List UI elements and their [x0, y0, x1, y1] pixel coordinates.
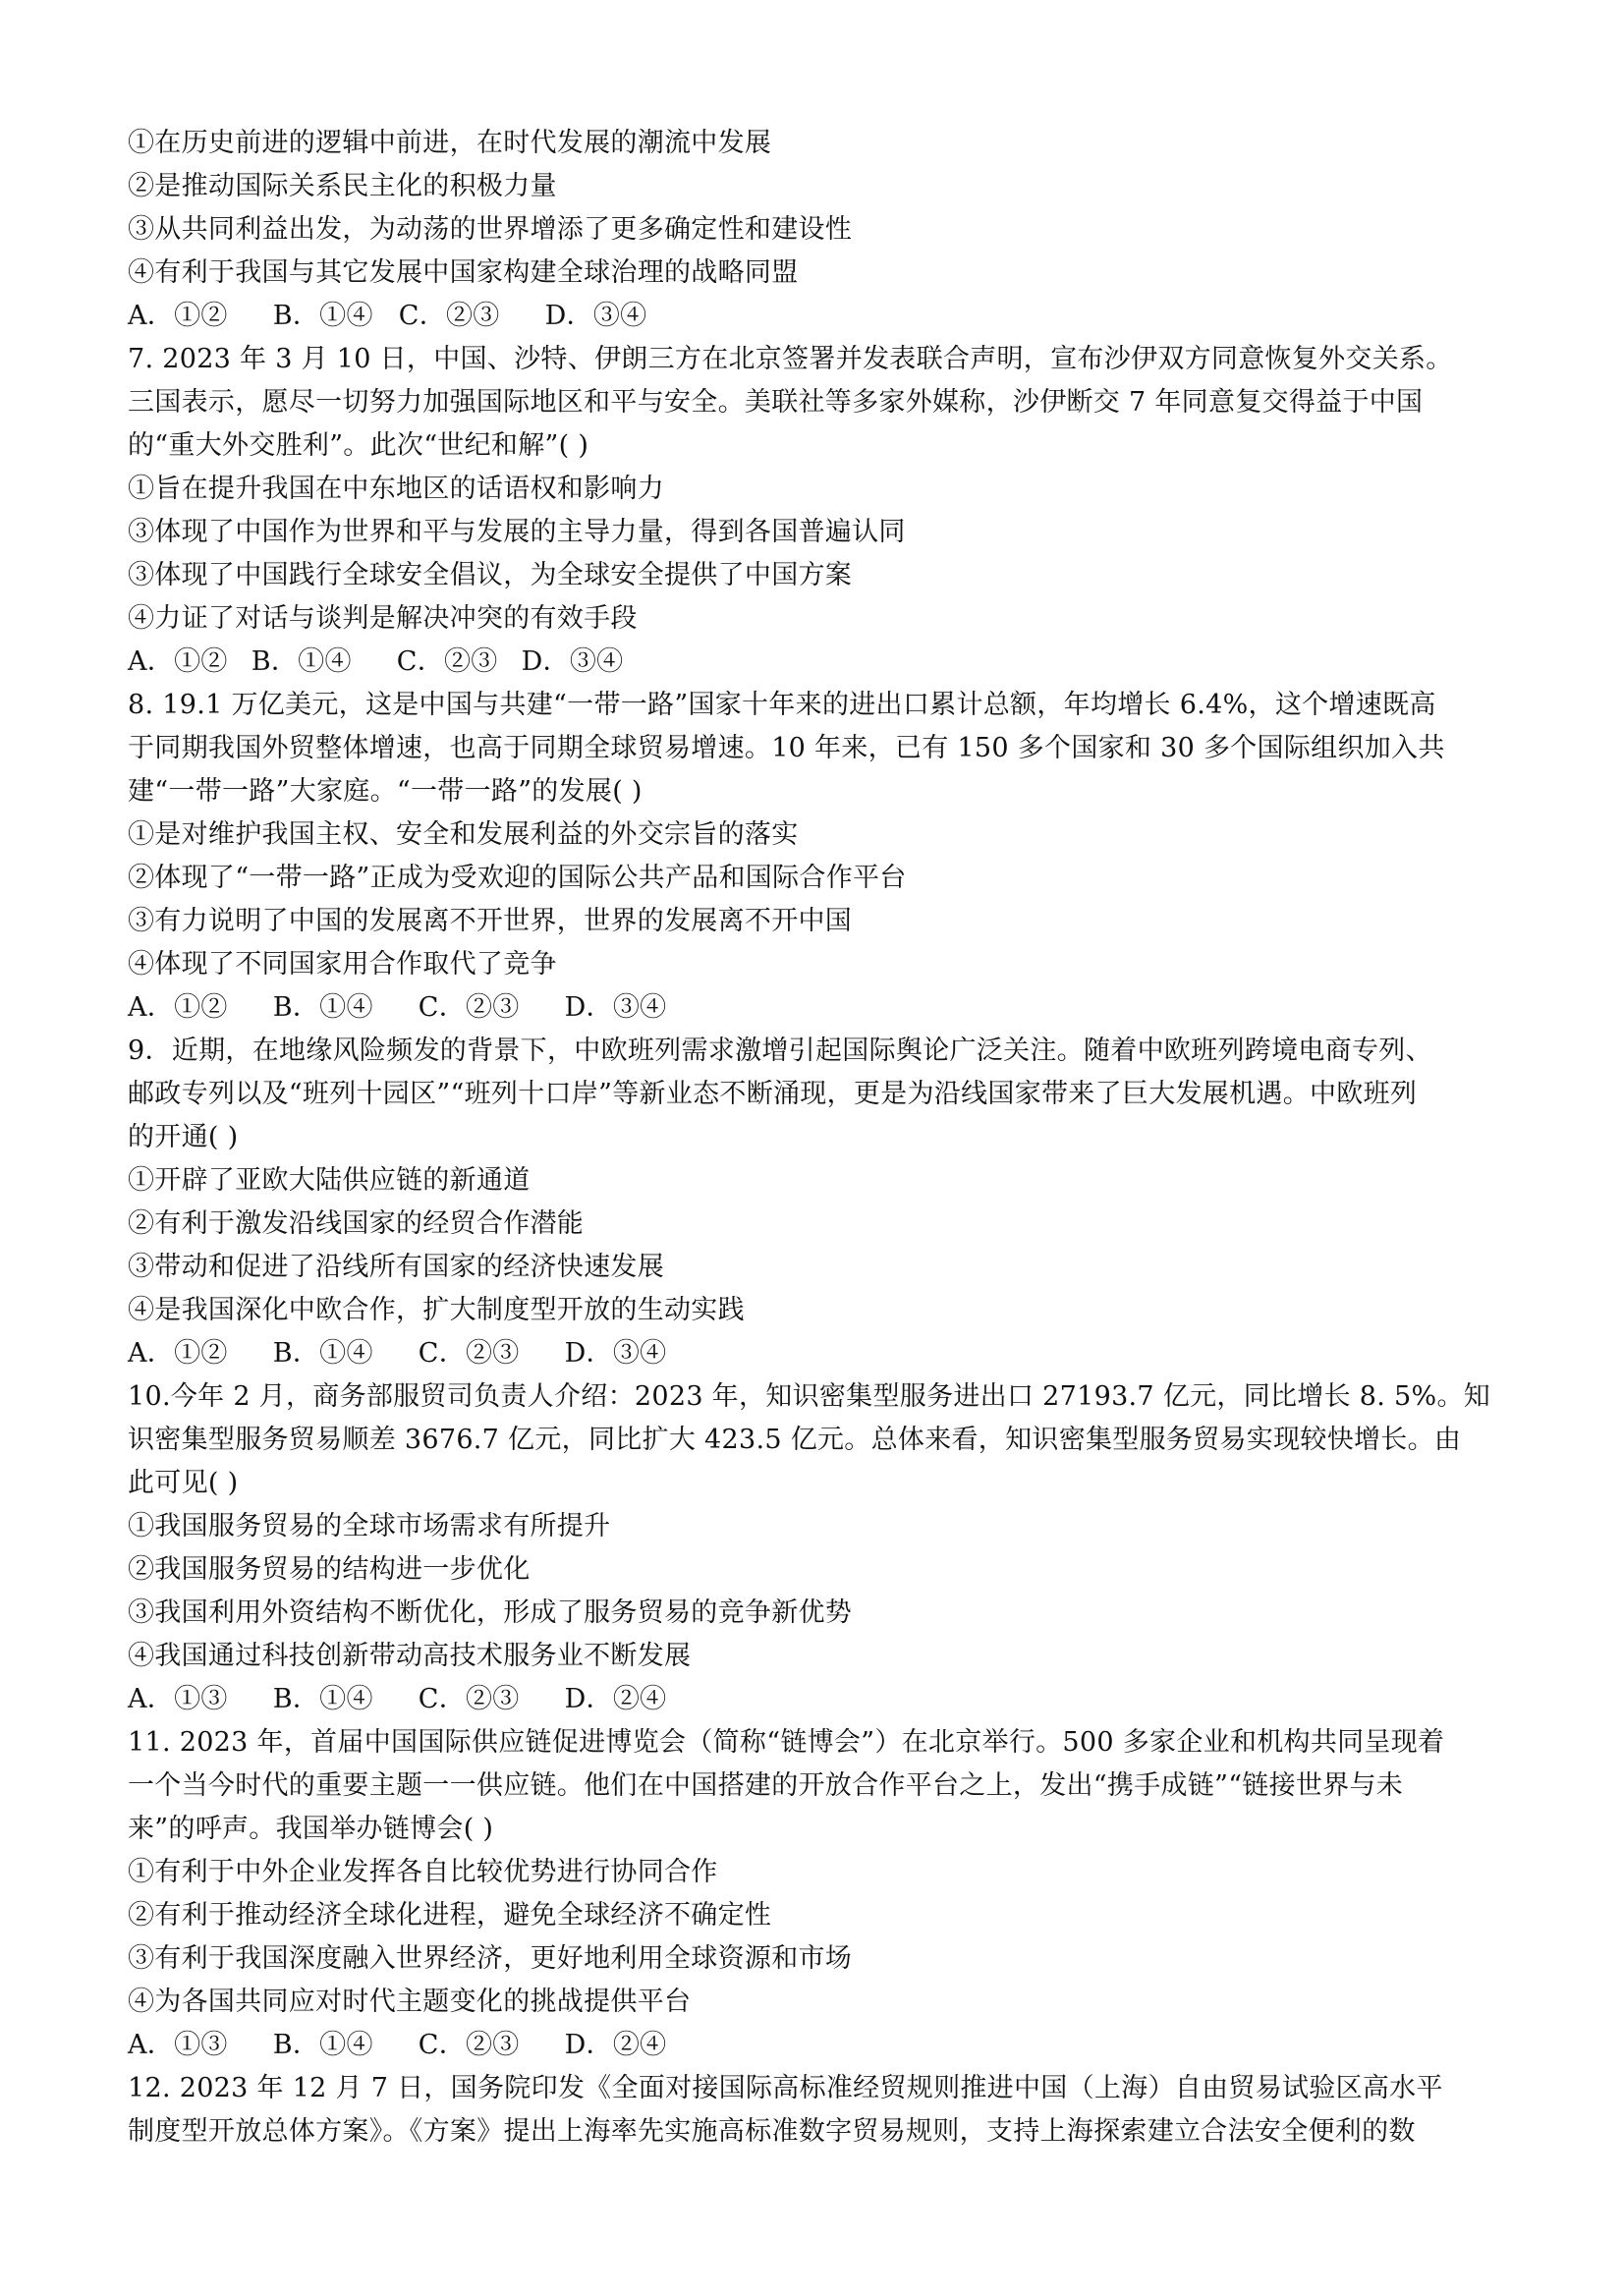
- choice-b: B．①④: [272, 992, 373, 1023]
- option-line: ①开辟了亚欧大陆供应链的新通道: [128, 1165, 531, 1196]
- option-line: ②体现了“一带一路”正成为受欢迎的国际公共产品和国际合作平台: [128, 863, 907, 893]
- question-12: [128, 2067, 1503, 2154]
- option-line: ④我国通过科技创新带动高技术服务业不断发展: [128, 1641, 692, 1671]
- question-stem-line: 识密集型服务贸易顺差 3676.7 亿元，同比扩大 423.5 亿元。总体来看，知识密集型服务贸易实现较快增长。由: [128, 1425, 1462, 1455]
- question-stem-line: 12. 2023 年 12 月 7 日，国务院印发《全面对接国际高标准经贸规则推进中国（上海）自由贸易试验区高水平: [128, 2073, 1443, 2103]
- question-stem-line: 7. 2023 年 3 月 10 日，中国、沙特、伊朗三方在北京签署并发表联合声明，宣布沙伊双方同意恢复外交关系。: [128, 344, 1453, 374]
- question-8: [128, 684, 1503, 1030]
- choice-c: C．②③: [418, 1338, 520, 1369]
- choice-d: D．③④: [544, 301, 647, 331]
- answer-choices: [128, 1678, 1503, 1721]
- choice-a: A．①②: [128, 992, 228, 1023]
- option-line: ③带动和促进了沿线所有国家的经济快速发展: [128, 1252, 664, 1282]
- question-7: [128, 338, 1503, 684]
- question-11: [128, 1721, 1503, 2067]
- answer-choices: [128, 2024, 1503, 2067]
- choice-a: A．①③: [128, 2030, 228, 2060]
- question-stem-line: 10.今年 2 月，商务部服贸司负责人介绍：2023 年，知识密集型服务进出口 27193.7 亿元，同比增长 8. 5%。知: [128, 1381, 1491, 1412]
- choice-c: C．②③: [398, 301, 500, 331]
- choice-d: D．③④: [521, 646, 624, 677]
- option-line: ③体现了中国作为世界和平与发展的主导力量，得到各国普遍认同: [128, 517, 906, 547]
- choice-b: B．①④: [272, 1338, 373, 1369]
- option-line: ②我国服务贸易的结构进一步优化: [128, 1554, 531, 1585]
- option-line: ①我国服务贸易的全球市场需求有所提升: [128, 1511, 611, 1541]
- choice-a: A．①②: [128, 1338, 228, 1369]
- question-stem-line: 建“一带一路”大家庭。“一带一路”的发展( ): [128, 776, 643, 807]
- option-line: ④有利于我国与其它发展中国家构建全球治理的战略同盟: [128, 257, 799, 288]
- question-stem-line: 三国表示，愿尽一切努力加强国际地区和平与安全。美联社等多家外媒称，沙伊断交 7 年同意复交得益于中国: [128, 387, 1424, 418]
- answer-choices: [128, 1332, 1503, 1375]
- choice-b: B．①④: [251, 646, 352, 677]
- question-stem-line: 制度型开放总体方案》。《方案》提出上海率先实施高标准数字贸易规则，支持上海探索建立合法安全便利的数: [128, 2116, 1416, 2147]
- question-10: [128, 1375, 1503, 1721]
- question-9: [128, 1030, 1503, 1375]
- choice-b: B．①④: [272, 1684, 373, 1714]
- choice-b: B．①④: [272, 301, 373, 331]
- option-line: ②有利于激发沿线国家的经贸合作潜能: [128, 1208, 585, 1239]
- option-line: ③体现了中国践行全球安全倡议，为全球安全提供了中国方案: [128, 560, 853, 590]
- choice-d: D．③④: [564, 992, 667, 1023]
- question-stem-line: 11. 2023 年，首届中国国际供应链促进博览会（简称“链博会”）在北京举行。500 多家企业和机构共同呈现着: [128, 1727, 1445, 1758]
- question-stem-line: 一个当今时代的重要主题一一供应链。他们在中国搭建的开放合作平台之上，发出“携手成链”“链接世界与未: [128, 1770, 1404, 1801]
- choice-d: D．②④: [564, 1684, 667, 1714]
- choice-c: C．②③: [418, 2030, 520, 2060]
- option-line: ③有力说明了中国的发展离不开世界，世界的发展离不开中国: [128, 906, 853, 936]
- question-stem-line: 来”的呼声。我国举办链博会( ): [128, 1814, 494, 1844]
- option-line: ①有利于中外企业发挥各自比较优势进行协同合作: [128, 1857, 718, 1887]
- option-line: ①旨在提升我国在中东地区的话语权和影响力: [128, 474, 664, 504]
- option-line: ②是推动国际关系民主化的积极力量: [128, 171, 557, 201]
- choice-c: C．②③: [418, 992, 520, 1023]
- question-stem-line: 邮政专列以及“班列十园区”“班列十口岸”等新业态不断涌现，更是为沿线国家带来了巨大发展机遇。中欧班列: [128, 1079, 1418, 1109]
- option-line: ①是对维护我国主权、安全和发展利益的外交宗旨的落实: [128, 819, 799, 850]
- choice-b: B．①④: [272, 2030, 373, 2060]
- option-line: ④体现了不同国家用合作取代了竞争: [128, 949, 557, 980]
- option-line: ④为各国共同应对时代主题变化的挑战提供平台: [128, 1987, 692, 2017]
- question-stem-line: 8. 19.1 万亿美元，这是中国与共建“一带一路”国家十年来的进出口累计总额，年均增长 6.4%，这个增速既高: [128, 690, 1436, 720]
- choice-c: C．②③: [418, 1684, 520, 1714]
- choice-a: A．①②: [128, 646, 228, 677]
- question-stem-line: 的“重大外交胜利”。此次“世纪和解”( ): [128, 430, 589, 461]
- option-line: ③从共同利益出发，为动荡的世界增添了更多确定性和建设性: [128, 214, 853, 245]
- choice-a: A．①②: [128, 301, 228, 331]
- question-stem-line: 的开通( ): [128, 1122, 239, 1152]
- option-line: ③我国利用外资结构不断优化，形成了服务贸易的竞争新优势: [128, 1597, 853, 1628]
- exam-page: [128, 122, 1503, 2154]
- question-stem-line: 于同期我国外贸整体增速，也高于同期全球贸易增速。10 年来，已有 150 多个国家和 30 多个国际组织加入共: [128, 733, 1445, 763]
- answer-choices: [128, 641, 1503, 684]
- option-line: ③有利于我国深度融入世界经济，更好地利用全球资源和市场: [128, 1943, 853, 1974]
- option-line: ④是我国深化中欧合作，扩大制度型开放的生动实践: [128, 1295, 745, 1325]
- answer-choices: [128, 986, 1503, 1030]
- answer-choices: [128, 295, 1503, 338]
- choice-d: D．③④: [564, 1338, 667, 1369]
- option-line: ②有利于推动经济全球化进程，避免全球经济不确定性: [128, 1900, 772, 1931]
- choice-c: C．②③: [396, 646, 498, 677]
- question-stem-line: 此可见( ): [128, 1468, 239, 1498]
- question-stem-line: 9．近期，在地缘风险频发的背景下，中欧班列需求激增引起国际舆论广泛关注。随着中欧班列跨境电商专列、: [128, 1036, 1432, 1066]
- choice-d: D．②④: [564, 2030, 667, 2060]
- option-line: ④力证了对话与谈判是解决冲突的有效手段: [128, 603, 638, 634]
- question-block: [128, 122, 1503, 338]
- option-line: ①在历史前进的逻辑中前进，在时代发展的潮流中发展: [128, 128, 772, 158]
- choice-a: A．①③: [128, 1684, 228, 1714]
